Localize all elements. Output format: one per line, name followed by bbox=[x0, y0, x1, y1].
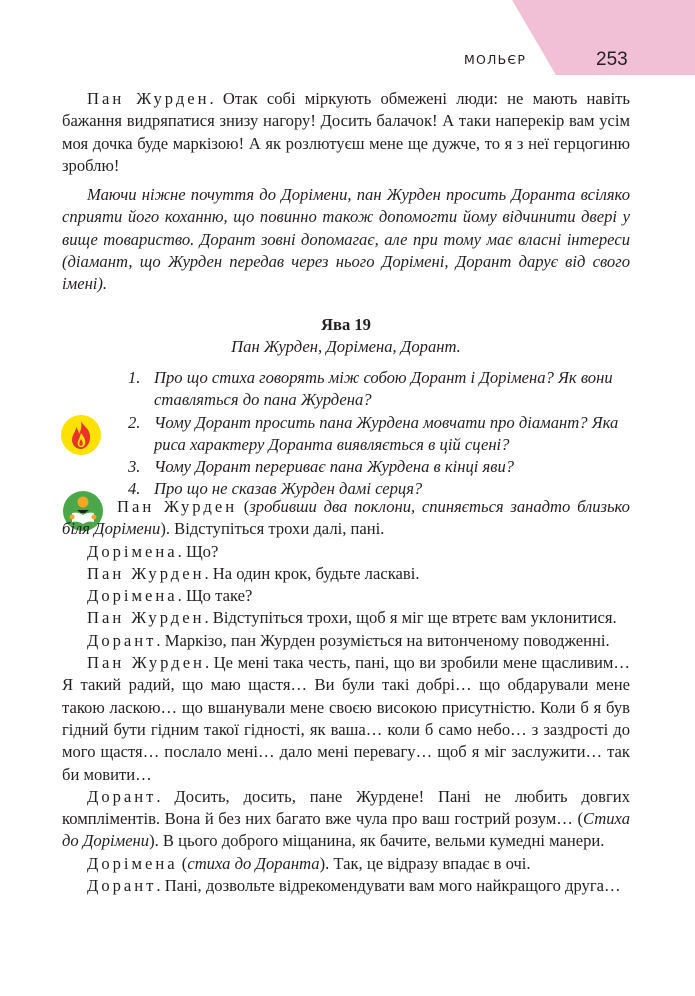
dialogue bbox=[62, 496, 630, 897]
dialogue-line: Дорант. Досить, досить, пане Журдене! Пані не любить довгих компліментів. Вона й без них багато вже чула про ваш гострий розум… (Стиха до Дорімени). В цього доброго міщанина, як бачите, вельми кумедні манери. bbox=[62, 786, 630, 851]
dialogue-line: Дорімена. Що таке? bbox=[87, 586, 253, 606]
dialogue-line: Пан Журден. Відступіться трохи, щоб я міг ще втретє вам уклонитися. bbox=[87, 608, 617, 628]
question-item: 2. Чому Дорант просить пана Журдена мовчати про діамант? Яка риса характеру Доранта виявляється в цій сцені? bbox=[128, 412, 619, 454]
questions-list bbox=[128, 367, 638, 501]
dialogue-line: Дорант. Маркізо, пан Журден розуміється на витонченому поводженні. bbox=[87, 630, 610, 650]
dialogue-line: Пан Журден. Це мені така честь, пані, що ви зробили мене щасливим… Я такий радий, що маю щастя… Ви були такі добрі… що обдарували мене такою ласкою… що вшанували мене своєю високою присутністю. Коли б я був гідний бути гідним такої гідності, як ваша… коли б само небо… з заздрості до мого щастя… послало мені… дало мені перевагу… щоб я міг заслужити… так би мовити… bbox=[62, 653, 630, 784]
summary-text: Маючи ніжне почуття до Дорімени, пан Журден просить Доранта всіляко сприяти його коханню, що повинно також допомогти йому відчинити двері у вище товариство. Дорант зовні допомагає, але при тому має власні інтереси (діамант, що Журден передав через нього Дорімені, Дорант дарує від свого імені). bbox=[62, 185, 630, 294]
fire-icon bbox=[61, 415, 101, 455]
dialogue-line: Пан Журден (зробивши два поклони, спиняється занадто близько біля Дорімени). Відступіться трохи далі, пані. bbox=[62, 497, 630, 539]
speech-text: . Отак собі міркують обмежені люди: не мають навіть бажання видряпатися знизу нагору! Досить балачок! А таки наперекір вам усім моя дочка буде маркізою! А як розлютуєш мене ще дужче, то я з неї герцогиню зроблю! bbox=[62, 89, 631, 175]
question-item: 1. Про що стиха говорять між собою Дорант і Дорімена? Як вони ставляться до пана Журдена? bbox=[128, 368, 613, 410]
dialogue-line: Пан Журден. На один крок, будьте ласкаві. bbox=[87, 563, 420, 583]
scene-title: Ява 19 bbox=[321, 315, 371, 334]
dialogue-line: Дорант. Пані, дозвольте відрекомендувати вам мого найкращого друга… bbox=[87, 876, 621, 896]
scene-heading bbox=[62, 314, 630, 358]
page-number: 253 bbox=[596, 49, 628, 70]
intro-speech bbox=[62, 88, 630, 177]
scene-characters: Пан Журден, Дорімена, Дорант. bbox=[231, 337, 461, 356]
running-title: МОЛЬЄР bbox=[464, 52, 527, 67]
speaker-name: Пан Журден bbox=[87, 89, 210, 108]
question-item: 4. Про що не сказав Журден дамі серця? bbox=[128, 479, 423, 499]
dialogue-line: Дорімена (стиха до Доранта). Так, це відразу впадає в очі. bbox=[87, 853, 531, 873]
dialogue-line: Дорімена. Що? bbox=[87, 541, 219, 561]
summary-paragraph bbox=[62, 184, 630, 295]
question-item: 3. Чому Дорант перериває пана Журдена в кінці яви? bbox=[128, 457, 515, 477]
